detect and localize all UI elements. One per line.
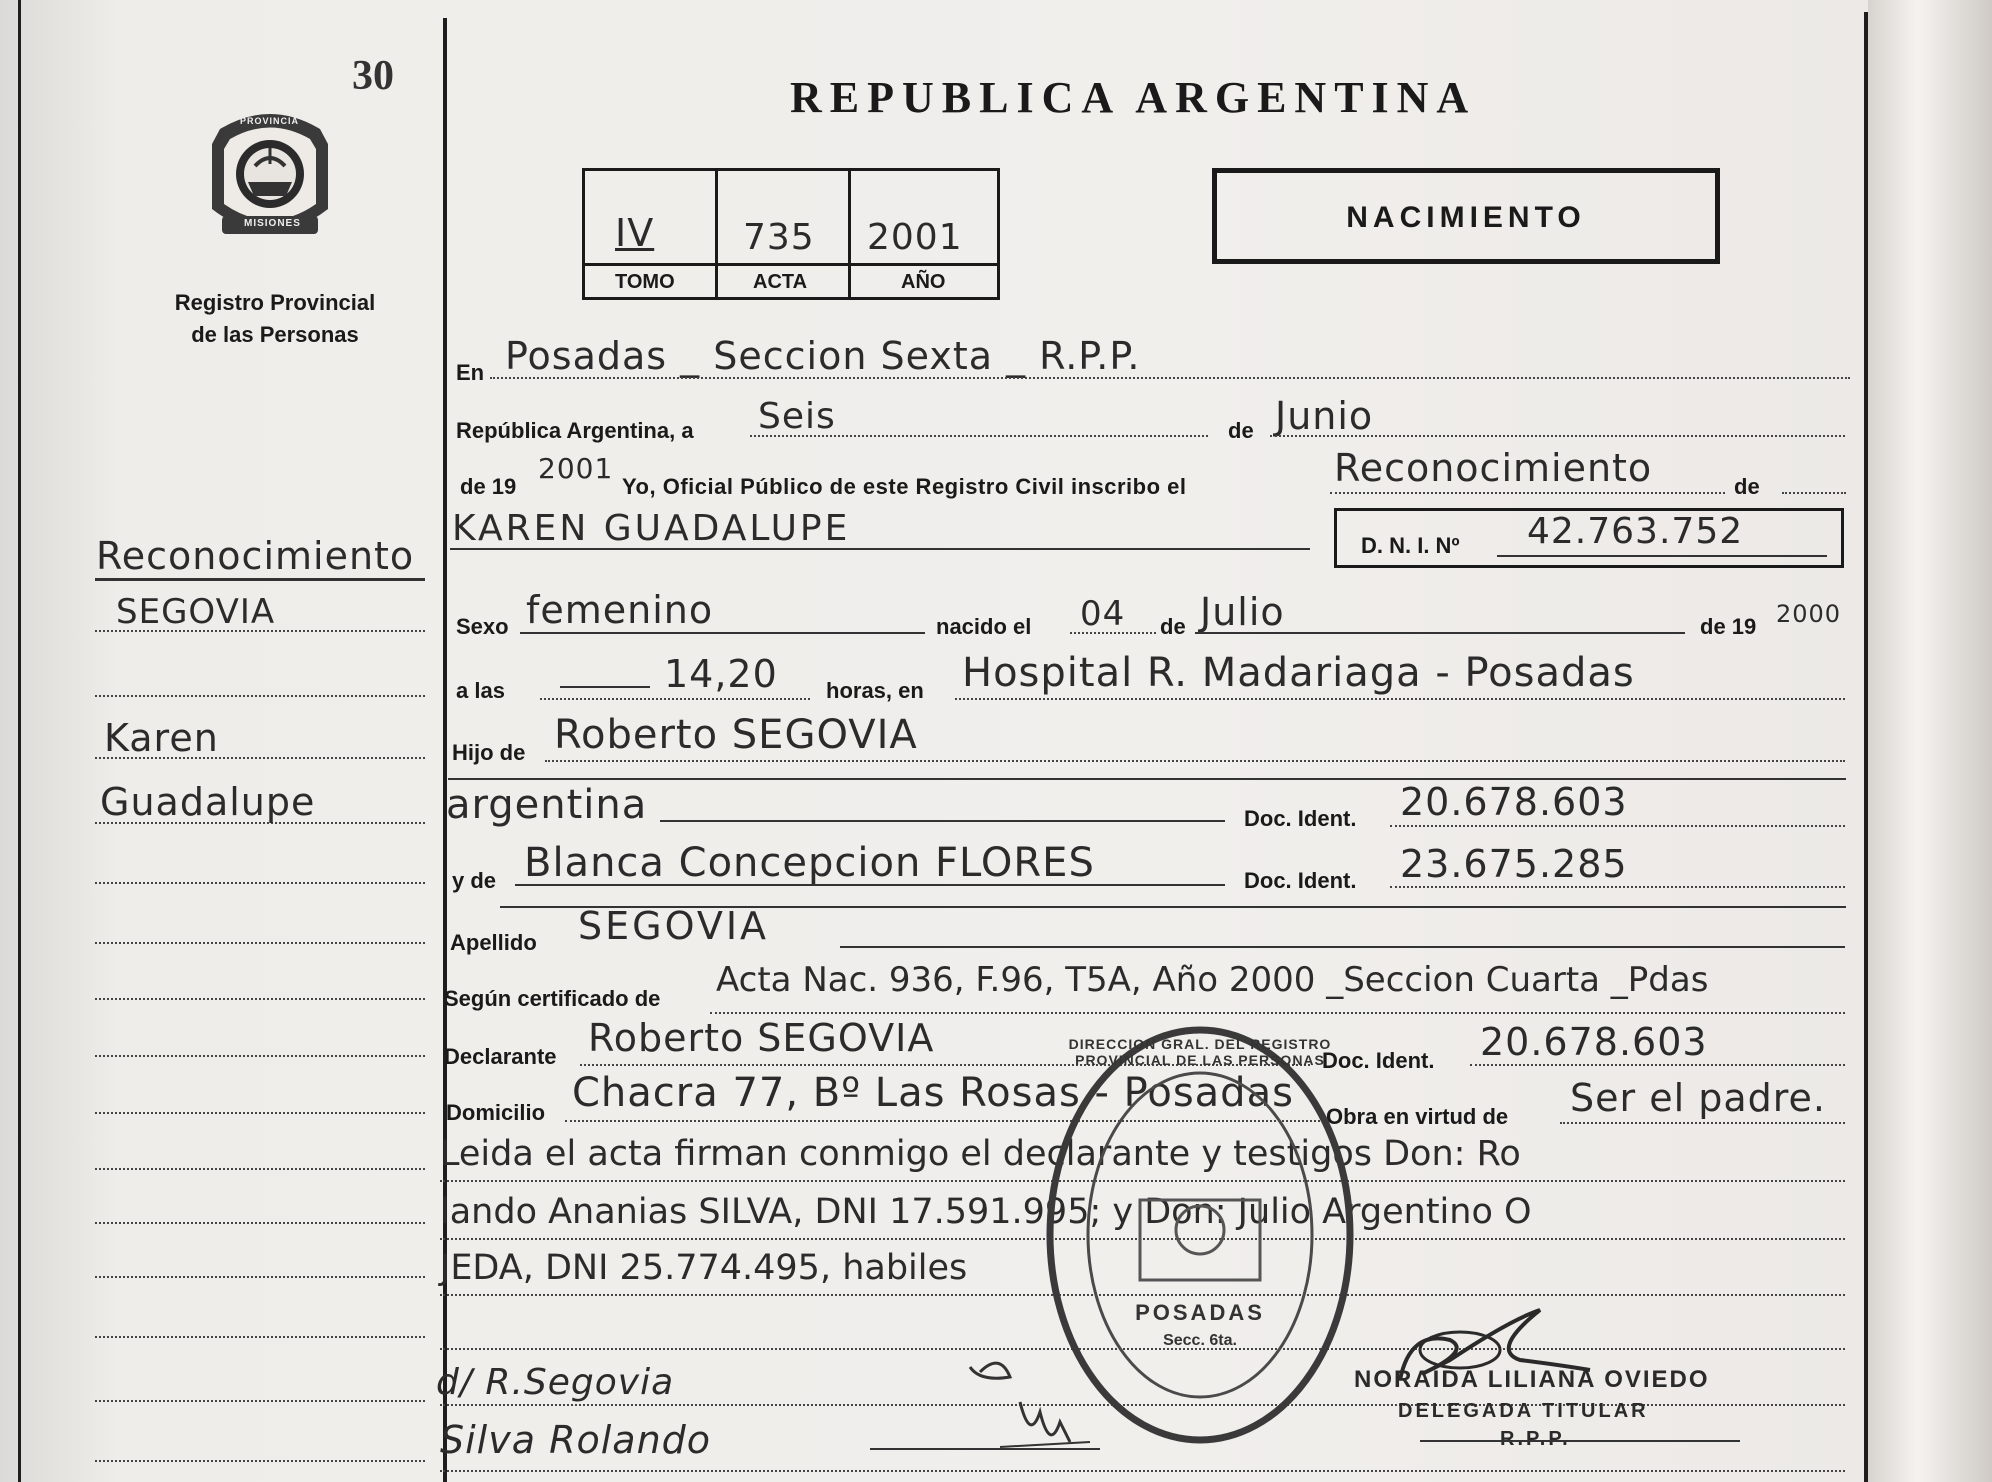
official-org: R.P.P. [1500, 1428, 1571, 1450]
margin-line [95, 1112, 425, 1114]
margin-line [95, 695, 425, 697]
margin-note: Reconocimiento [96, 534, 415, 578]
dni-box [1334, 508, 1844, 568]
doc-ident-label: Doc. Ident. [1244, 806, 1357, 831]
name-value: KAREN GUADALUPE [452, 508, 851, 549]
official-stamp [1040, 1020, 1360, 1450]
tomo-label: TOMO [615, 271, 675, 293]
nacido-year: 2000 [1776, 600, 1842, 628]
year-prefix: de 19 [460, 474, 517, 499]
de2-line [1782, 492, 1846, 494]
padre-nacionalidad: argentina [446, 782, 648, 828]
table-label-divider [585, 263, 997, 266]
record-type-label: NACIMIENTO [1346, 201, 1586, 234]
lugar-value: Hospital R. Madariaga - Posadas [962, 650, 1635, 696]
stamp-ring-text: DIRECCION GRAL. DEL REGISTRO PROVINCIAL DE LAS PERSONAS [1068, 1036, 1332, 1068]
de-label: de [1228, 418, 1254, 443]
margin-line [95, 1276, 425, 1278]
anio-label: AÑO [901, 271, 946, 293]
declarante-label: Declarante [444, 1044, 557, 1069]
margin-note: Karen [104, 716, 219, 760]
record-type-box [1212, 168, 1720, 264]
alas-dash [560, 686, 650, 688]
obra-label: Obra en virtud de [1326, 1104, 1509, 1129]
month-value: Junio [1275, 394, 1374, 438]
declarante-doc-line [1470, 1064, 1845, 1066]
free-text-line: JEDA, DNI 25.774.495, habiles [440, 1248, 968, 1288]
horas-label: horas, en [826, 678, 924, 703]
madre-line [515, 884, 1225, 886]
dni-label: D. N. I. Nº [1361, 533, 1460, 558]
stamp-city: POSADAS [1135, 1300, 1265, 1325]
apellido-label: Apellido [450, 930, 537, 955]
nacido-label: nacido el [936, 614, 1032, 639]
dni-value: 42.763.752 [1527, 511, 1744, 552]
anio-value: 2001 [867, 217, 963, 258]
margin-note: Guadalupe [100, 780, 316, 824]
provincial-seal-icon [200, 104, 340, 254]
hora-line [540, 698, 810, 700]
margin-line [95, 882, 425, 884]
right-border-line [1864, 12, 1868, 1482]
obra-value: Ser el padre. [1570, 1076, 1826, 1120]
doc-ident-label-declarante: Doc. Ident. [1322, 1048, 1435, 1073]
name-line [450, 548, 1310, 550]
reference-table [582, 168, 1000, 300]
de19-label: de 19 [1700, 614, 1757, 639]
domicilio-value: Chacra 77, Bº Las Rosas - Posadas [572, 1070, 1294, 1116]
margin-line [95, 1400, 425, 1402]
yde-label: y de [452, 868, 497, 893]
inscribo-line [1330, 492, 1725, 494]
day-value: Seis [758, 396, 836, 437]
lugar-line [955, 698, 1845, 700]
seal-bottom-text: MISIONES [244, 218, 301, 229]
de3-label: de [1160, 614, 1186, 639]
free-text-line: Leida el acta firman conmigo el declarante y testigos Don: Ro [440, 1134, 1521, 1174]
de2-label: de [1734, 474, 1760, 499]
margin-note: SEGOVIA [116, 592, 276, 632]
seal-top-text: PROVINCIA [240, 116, 300, 126]
padre-doc: 20.678.603 [1400, 780, 1628, 824]
madre-value: Blanca Concepcion FLORES [524, 840, 1095, 886]
acta-label: ACTA [753, 271, 808, 293]
sexo-label: Sexo [456, 614, 509, 639]
hora-value: 14,20 [664, 652, 778, 696]
apellido-value: SEGOVIA [578, 904, 770, 948]
year-value: 2001 [538, 452, 614, 485]
republica-label: República Argentina, a [456, 418, 694, 443]
tomo-value: IV [615, 211, 655, 255]
en-value: Posadas _ Seccion Sexta _ R.P.P. [505, 334, 1141, 378]
margin-line [95, 1222, 425, 1224]
domicilio-label: Domicilio [446, 1100, 546, 1125]
stamp-section: Secc. 6ta. [1163, 1332, 1237, 1349]
signature-left-2: Silva Rolando [440, 1418, 712, 1462]
acta-value: 735 [743, 217, 815, 258]
declarante-doc: 20.678.603 [1480, 1020, 1708, 1064]
margin-line [95, 1168, 425, 1170]
segun-line [710, 1012, 1845, 1014]
dni-line [1497, 555, 1827, 557]
page-number: 30 [352, 53, 394, 99]
margin-line [95, 1055, 425, 1057]
inscribo-value: Reconocimiento [1334, 446, 1653, 490]
month-line [1270, 435, 1845, 437]
nacido-month: Julio [1200, 590, 1285, 634]
segun-label: Según certificado de [444, 986, 661, 1011]
margin-line [95, 998, 425, 1000]
en-line [490, 377, 1850, 379]
nac-line [660, 820, 1225, 822]
hijo-label: Hijo de [452, 740, 526, 765]
registry-line-2: de las Personas [191, 322, 359, 347]
obra-line [1560, 1122, 1845, 1124]
margin-line [95, 1460, 425, 1462]
segun-value: Acta Nac. 936, F.96, T5A, Año 2000 _Seccion Cuarta _Pdas [716, 960, 1709, 1000]
margin-line [95, 578, 425, 581]
declarante-value: Roberto SEGOVIA [588, 1016, 935, 1060]
apellido-line [840, 946, 1845, 948]
document-title: REPUBLICA ARGENTINA [790, 73, 1477, 122]
sexo-line [520, 632, 925, 634]
margin-line [95, 1336, 425, 1338]
official-name: NORAIDA LILIANA OVIEDO [1354, 1366, 1710, 1393]
padre-line [545, 760, 1845, 762]
nacido-month-line [1195, 632, 1685, 634]
padre-underline [448, 778, 1846, 780]
yo-text: Yo, Oficial Público de este Registro Civil inscribo el [622, 474, 1187, 499]
official-title: DELEGADA TITULAR [1398, 1400, 1649, 1422]
free-line [440, 1470, 1845, 1472]
padre-doc-line [1390, 825, 1845, 827]
signature-left-1: d/ R.Segovia [436, 1362, 675, 1403]
sexo-value: femenino [526, 588, 714, 632]
registry-line-1: Registro Provincial [174, 290, 376, 315]
alas-label: a las [456, 678, 505, 703]
doc-ident-label-madre: Doc. Ident. [1244, 868, 1357, 893]
madre-doc-line [1390, 886, 1845, 888]
free-text-line: lando Ananias SILVA, DNI 17.591.995; y Don: Julio Argentino O [440, 1192, 1532, 1232]
day-line [750, 435, 1208, 437]
margin-line [95, 942, 425, 944]
nacido-day-line [1070, 632, 1156, 634]
padre-value: Roberto SEGOVIA [554, 712, 918, 758]
en-label: En [456, 360, 485, 385]
left-border-line [18, 0, 21, 1482]
nacido-day: 04 [1080, 594, 1126, 634]
madre-doc: 23.675.285 [1400, 842, 1628, 886]
page-edge [1868, 0, 1992, 1482]
official-strike [1420, 1440, 1740, 1442]
